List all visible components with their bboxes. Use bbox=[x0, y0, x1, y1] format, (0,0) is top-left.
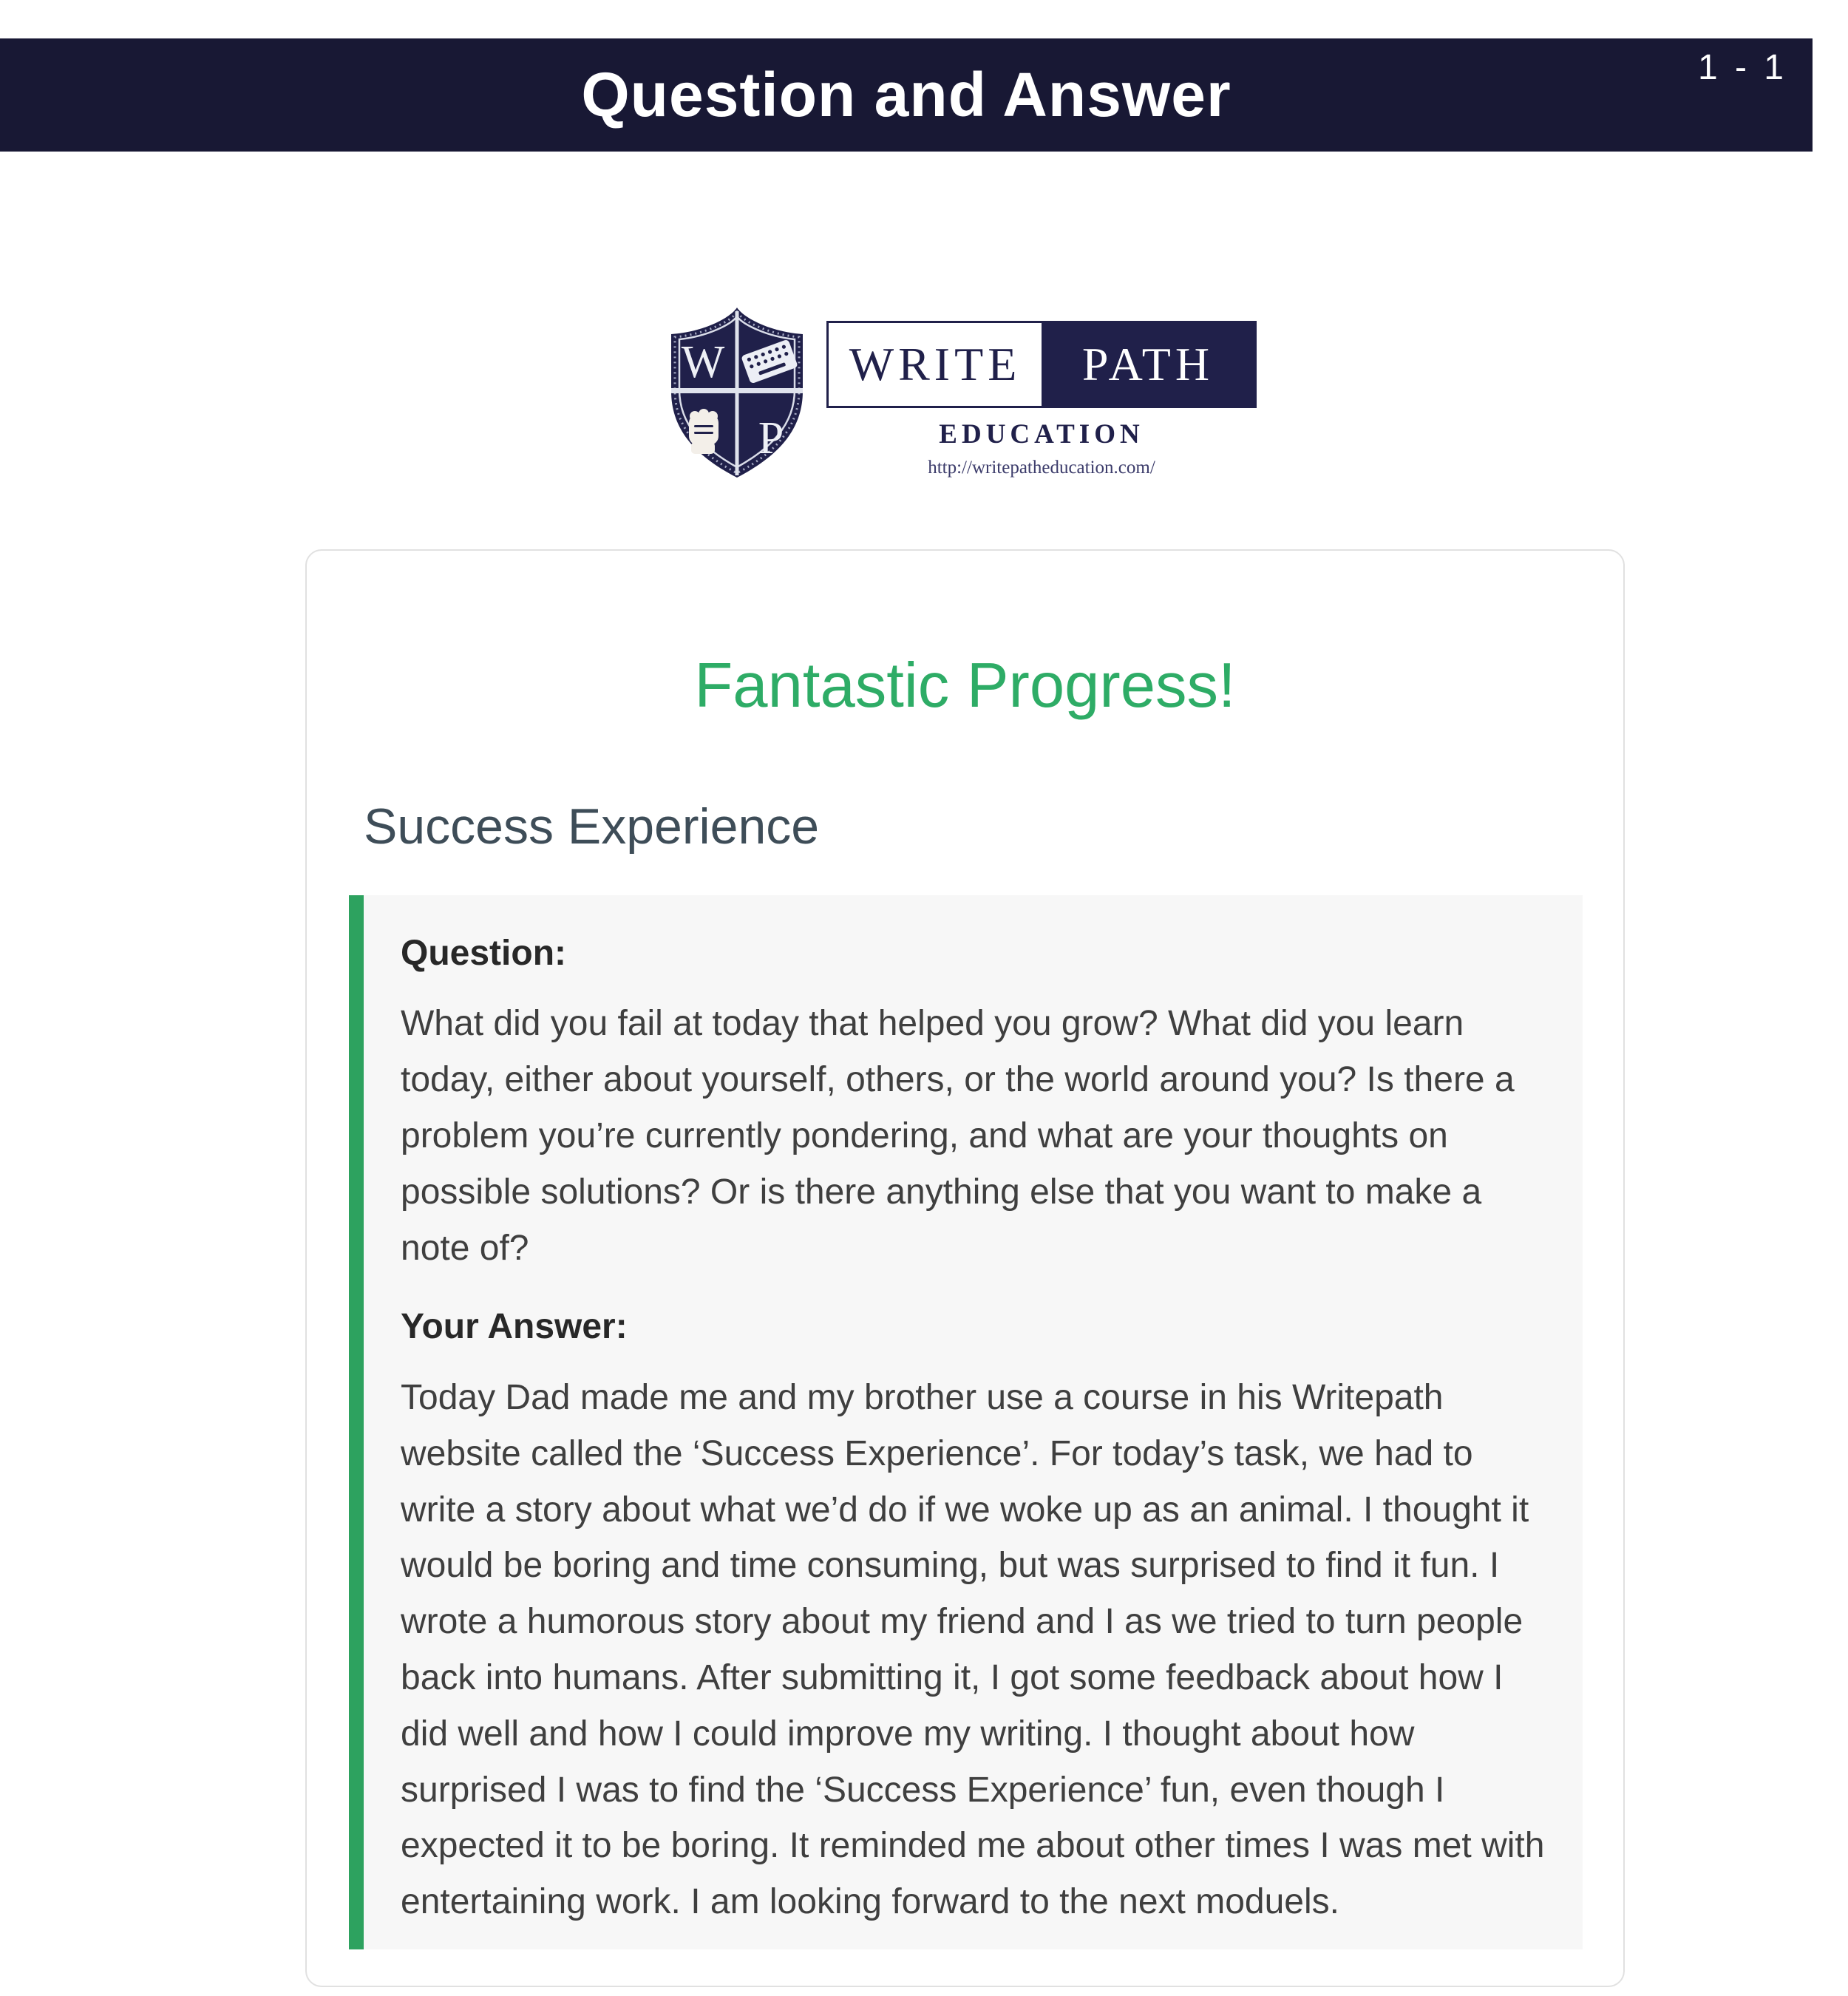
fist-icon bbox=[689, 409, 719, 454]
wordmark-path: PATH bbox=[1042, 323, 1254, 406]
page-number-indicator: 1 - 1 bbox=[1697, 48, 1787, 87]
logo-subtitle: EDUCATION bbox=[939, 419, 1144, 449]
shield-letter-w: W bbox=[681, 337, 725, 387]
writepath-logo bbox=[661, 305, 1257, 481]
answer-text: Today Dad made me and my brother use a course in his Writepath website called the ‘Success Experience’. For today’s task, we had to write a story about what we’d do if we woke up as an animal. I thought it would be boring and time consuming, but was surprised to find it fun. I wrote a humorous story about my friend and I as we tried to turn people back into humans. After submitting it, I got some feedback about how I did well and how I could improve my writing. I thought about how surprised I was to find the ‘Success Experience’ fun, even though I expected it to be boring. It reminded me about other times I was met with entertaining work. I am looking forward to the next moduels. bbox=[401, 1377, 1545, 1922]
shield-crest-icon bbox=[661, 305, 813, 481]
question-label: Question: bbox=[401, 933, 566, 973]
question-text: What did you fail at today that helped you grow? What did you learn today, either about yourself, others, or the world around you? Is there a problem you’re currently pondering, and what are your thoughts on possible solutions? Or is there anything else that you want to make a note of? bbox=[401, 1004, 1515, 1268]
section-title: Success Experience bbox=[364, 798, 820, 855]
wordmark-box bbox=[826, 321, 1257, 408]
logo-url: http://writepatheducation.com/ bbox=[928, 458, 1155, 478]
shield-horizontal-divider bbox=[671, 388, 803, 393]
shield-letter-p: P bbox=[758, 413, 784, 464]
progress-banner: Fantastic Progress! bbox=[694, 651, 1236, 721]
content-card bbox=[305, 549, 1625, 1987]
logo-text-block bbox=[826, 321, 1257, 481]
header-bar bbox=[0, 38, 1813, 152]
wordmark-write: WRITE bbox=[829, 323, 1042, 406]
page-title: Question and Answer bbox=[581, 60, 1232, 129]
question-answer-block bbox=[349, 895, 1583, 1949]
answer-label: Your Answer: bbox=[401, 1307, 628, 1347]
